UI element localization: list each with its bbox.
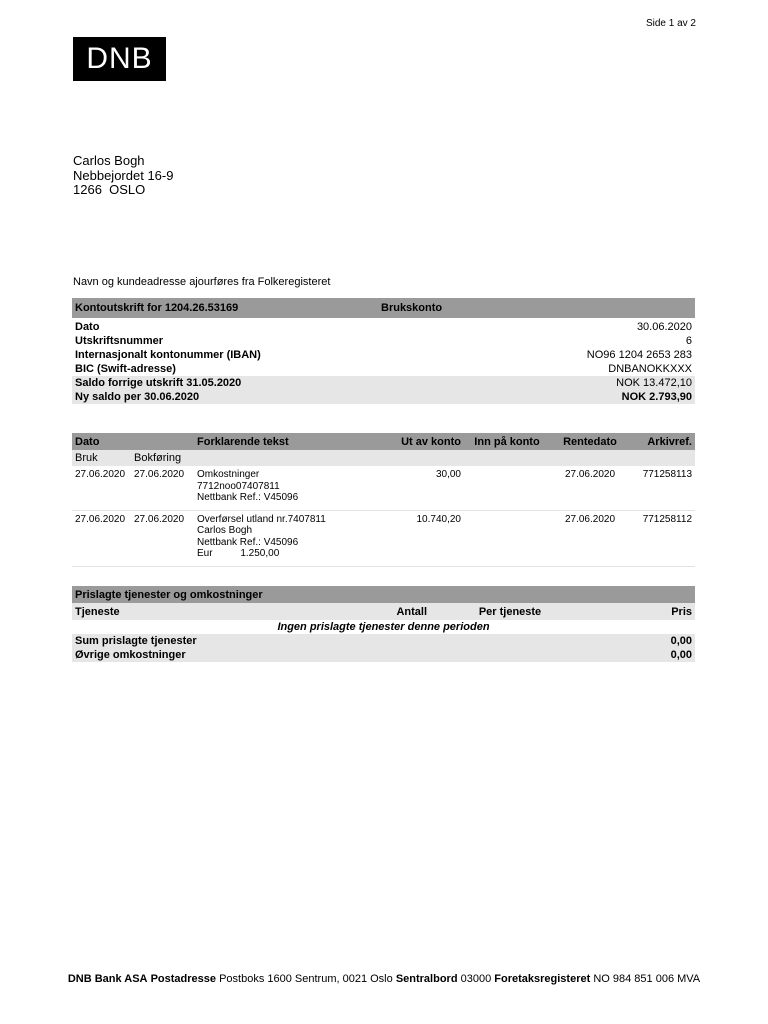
footer-reg-label: Foretaksregisteret xyxy=(494,973,591,985)
description-line: Nettbank Ref.: V45096 xyxy=(197,492,299,503)
sum-value: 0,00 xyxy=(670,635,692,647)
description-line: Omkostninger xyxy=(197,469,260,480)
account-label: BIC (Swift-adresse) xyxy=(75,363,176,375)
account-value: 30.06.2020 xyxy=(636,321,692,333)
account-summary-table xyxy=(72,298,695,404)
footer-post-label: Postadresse xyxy=(150,973,217,985)
transactions-subheader xyxy=(72,450,695,466)
col-date: Dato xyxy=(75,435,100,448)
page-number: Side 1 av 2 xyxy=(645,18,696,29)
account-row-new-balance xyxy=(72,390,695,404)
services-empty-row xyxy=(72,620,695,634)
services-sum-row xyxy=(72,634,695,648)
archive-ref: 771258113 xyxy=(630,466,695,510)
account-row-statement-number xyxy=(72,334,695,348)
transactions-table xyxy=(72,433,695,567)
services-columns xyxy=(72,603,695,620)
account-label: Dato xyxy=(75,321,100,333)
description-line: Nettbank Ref.: V45096 xyxy=(197,536,299,548)
account-value: NOK 2.793,90 xyxy=(621,391,692,403)
interest-date: 27.06.2020 xyxy=(550,510,630,566)
other-label: Øvrige omkostninger xyxy=(75,649,186,661)
recipient-city: 1266 OSLO xyxy=(73,182,146,197)
description xyxy=(194,466,334,510)
services-header xyxy=(72,586,695,603)
sum-label: Sum prislagte tjenester xyxy=(75,635,197,647)
booking-date: 27.06.2020 xyxy=(131,510,194,566)
col-interest-date: Rentedato xyxy=(563,435,617,448)
services-empty-message: Ingen prislagte tjenester denne perioden xyxy=(277,621,490,633)
description-line: 7712noo07407811 xyxy=(197,480,280,492)
booking-date: 27.06.2020 xyxy=(131,466,194,510)
account-title: Kontoutskrift for 1204.26.53169 xyxy=(75,302,239,314)
account-label: Internasjonalt kontonummer (IBAN) xyxy=(75,349,261,361)
account-row-iban xyxy=(72,348,695,362)
account-row-previous-balance xyxy=(72,376,695,390)
col-count: Antall xyxy=(396,605,427,618)
account-value: 6 xyxy=(685,335,692,347)
other-value: 0,00 xyxy=(670,649,692,661)
description-line: Carlos Bogh xyxy=(197,525,253,536)
col-price: Pris xyxy=(671,605,692,618)
col-out: Ut av konto xyxy=(401,435,461,448)
account-label: Utskriftsnummer xyxy=(75,335,164,347)
use-date: 27.06.2020 xyxy=(72,466,131,510)
registry-notice: Navn og kundeadresse ajourføres fra Folkeregisteret xyxy=(73,276,331,288)
table-row xyxy=(72,510,695,566)
footer-reg-value: NO 984 851 006 MVA xyxy=(593,973,701,985)
amount-in xyxy=(464,510,550,566)
amount-in xyxy=(464,466,550,510)
col-archive: Arkivref. xyxy=(647,435,692,448)
use-date: 27.06.2020 xyxy=(72,510,131,566)
amount-out: 10.740,20 xyxy=(334,510,464,566)
col-per-service: Per tjeneste xyxy=(478,605,542,618)
services-other-row xyxy=(72,648,695,662)
account-row-date xyxy=(72,320,695,334)
account-type: Brukskonto xyxy=(381,302,443,314)
recipient-street: Nebbejordet 16-9 xyxy=(73,167,174,183)
col-in: Inn på konto xyxy=(474,435,540,448)
description-line: Eur 1.250,00 xyxy=(197,548,280,559)
recipient-address xyxy=(73,154,173,198)
account-value: NO96 1204 2653 283 xyxy=(586,349,692,361)
account-header xyxy=(72,298,695,318)
footer-post-value: Postboks 1600 Sentrum, 0021 Oslo xyxy=(219,973,393,985)
account-value: DNBANOKKXXX xyxy=(608,363,692,375)
services-table xyxy=(72,586,695,662)
table-row xyxy=(72,466,695,510)
col-service: Tjeneste xyxy=(75,605,120,618)
dnb-logo: DNB xyxy=(73,37,166,81)
amount-out: 30,00 xyxy=(334,466,464,510)
col-text: Forklarende tekst xyxy=(197,435,289,448)
account-label: Saldo forrige utskrift 31.05.2020 xyxy=(75,377,242,389)
col-booking: Bokføring xyxy=(134,452,182,464)
account-row-bic xyxy=(72,362,695,376)
footer-bank: DNB Bank ASA xyxy=(67,973,148,985)
footer-phone-value: 03000 xyxy=(460,973,492,985)
archive-ref: 771258112 xyxy=(630,510,695,566)
description-line: Overførsel utland nr.7407811 xyxy=(197,513,326,525)
description xyxy=(194,510,334,566)
footer-phone-label: Sentralbord xyxy=(395,973,458,985)
account-label: Ny saldo per 30.06.2020 xyxy=(75,391,200,403)
services-title: Prislagte tjenester og omkostninger xyxy=(75,588,263,601)
transactions-header xyxy=(72,433,695,450)
col-use: Bruk xyxy=(75,452,98,464)
account-value: NOK 13.472,10 xyxy=(616,377,692,389)
recipient-name: Carlos Bogh xyxy=(73,153,145,168)
footer xyxy=(0,973,768,985)
interest-date: 27.06.2020 xyxy=(550,466,630,510)
